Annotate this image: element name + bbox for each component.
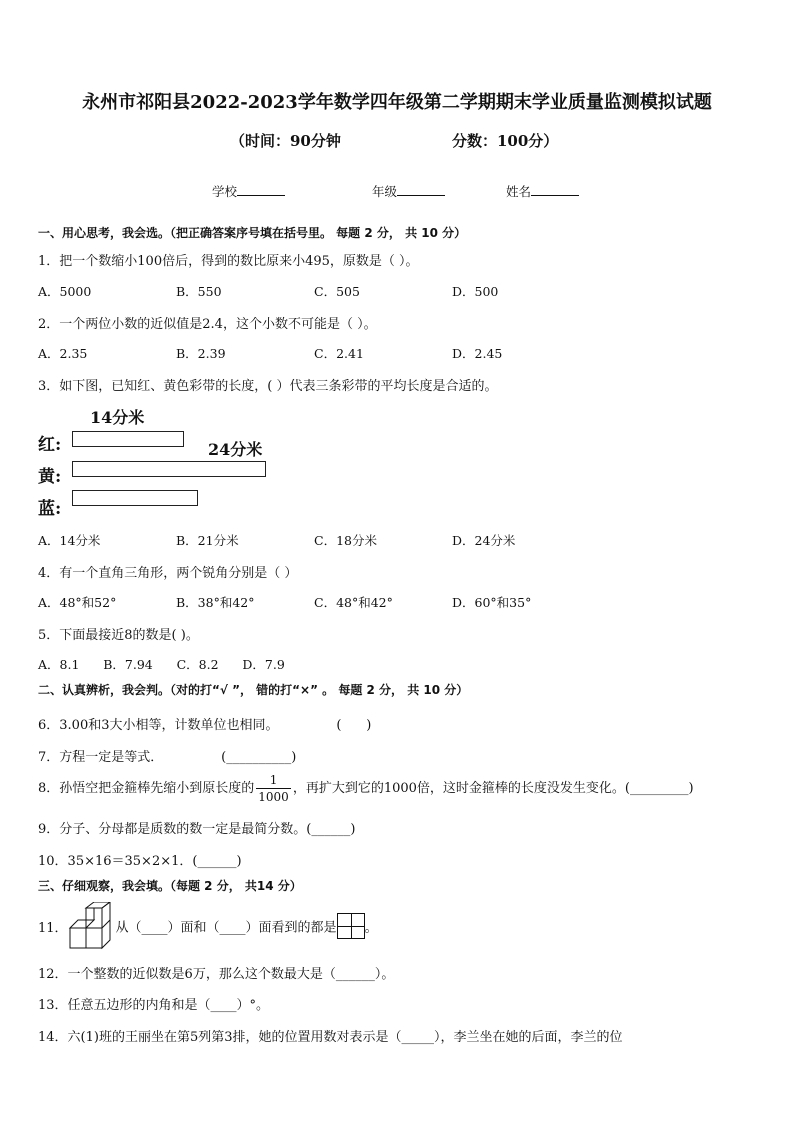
- q4-option-c: C．48°和42°: [314, 595, 393, 610]
- q3-option-a: A．14分米: [38, 533, 101, 548]
- yellow-length-label: 24分米: [208, 440, 263, 459]
- q2-option-a: A．2.35: [38, 346, 88, 361]
- exam-time: （时间：90分钟: [230, 132, 341, 150]
- school-label: 学校: [212, 184, 238, 199]
- q5-options: A．8.1 B．7.94 C．8.2 D．7.9: [38, 657, 285, 672]
- red-ribbon-label: 红:: [38, 435, 62, 455]
- yellow-ribbon-label: 黄:: [38, 467, 62, 487]
- question-13: 13．任意五边形的内角和是（____）°。: [38, 998, 270, 1013]
- question-9: 9．分子、分母都是质数的数一定是最简分数。(______): [38, 822, 356, 837]
- school-field: [212, 182, 285, 200]
- q1-option-c: C．505: [314, 284, 360, 299]
- cube-stack-icon: [68, 902, 116, 950]
- q4-option-b: B．38°和42°: [176, 595, 255, 610]
- q8-fraction: [256, 772, 291, 805]
- q8-prefix: 8．孙悟空把金箍棒先缩小到原长度的: [38, 781, 255, 796]
- section-3-heading: 三、仔细观察，我会填。（每题 2 分， 共14 分）: [38, 879, 302, 893]
- section-2-heading: 二、认真辨析，我会判。（对的打“√ ”， 错的打“×” 。 每题 2 分， 共 10 分）: [38, 683, 469, 697]
- question-12: 12．一个整数的近似数是6万，那么这个数最大是（______）。: [38, 967, 395, 982]
- exam-score: 分数：100分）: [452, 132, 559, 150]
- view-grid-icon: [337, 913, 365, 939]
- question-5: 5．下面最接近8的数是( )。: [38, 628, 199, 643]
- question-8: [38, 772, 694, 805]
- name-field: [506, 182, 579, 200]
- question-6: 6．3.00和3大小相等，计数单位也相同。 ( ): [38, 718, 372, 733]
- q2-option-b: B．2.39: [176, 346, 226, 361]
- question-11: [38, 902, 378, 950]
- question-2: 2．一个两位小数的近似值是2.4，这个小数不可能是（ ）。: [38, 317, 377, 332]
- question-14: 14．六(1)班的王丽坐在第5列第3排，她的位置用数对表示是（_____），李兰坐在她的后面，李兰的位: [38, 1030, 623, 1045]
- grade-label: 年级: [372, 184, 398, 199]
- grade-field: [372, 182, 445, 200]
- blue-ribbon-bar: [72, 490, 198, 506]
- section-1-heading: 一、用心思考，我会选。（把正确答案序号填在括号里。 每题 2 分， 共 10 分）: [38, 226, 467, 240]
- question-7: 7．方程一定是等式． (__________): [38, 750, 297, 765]
- q8-numerator: 1: [256, 772, 291, 789]
- grade-blank[interactable]: [397, 183, 445, 196]
- q3-option-c: C．18分米: [314, 533, 377, 548]
- question-10: 10．35×16＝35×2×1．(______): [38, 854, 242, 869]
- q1-option-d: D．500: [452, 284, 499, 299]
- question-1: 1．把一个数缩小100倍后，得到的数比原来小495，原数是（ ）。: [38, 254, 419, 269]
- question-4: 4．有一个直角三角形，两个锐角分别是（ ）: [38, 566, 298, 581]
- yellow-ribbon-bar: [72, 461, 266, 477]
- q4-option-a: A．48°和52°: [38, 595, 117, 610]
- name-label: 姓名: [506, 184, 532, 199]
- q1-option-b: B．550: [176, 284, 222, 299]
- q11-end: 。: [364, 920, 378, 936]
- q3-option-b: B．21分米: [176, 533, 239, 548]
- q2-option-d: D．2.45: [452, 346, 503, 361]
- name-blank[interactable]: [531, 183, 579, 196]
- school-blank[interactable]: [237, 183, 285, 196]
- q3-option-d: D．24分米: [452, 533, 516, 548]
- blue-ribbon-label: 蓝:: [38, 499, 62, 519]
- q4-option-d: D．60°和35°: [452, 595, 532, 610]
- q8-suffix: ，再扩大到它的1000倍，这时金箍棒的长度没发生变化。(_________): [292, 781, 694, 796]
- q2-option-c: C．2.41: [314, 346, 364, 361]
- q11-number: 11．: [38, 920, 68, 936]
- question-3: 3．如下图，已知红、黄色彩带的长度，( ）代表三条彩带的平均长度是合适的。: [38, 379, 498, 394]
- red-ribbon-bar: [72, 431, 184, 447]
- q1-option-a: A．5000: [38, 284, 92, 299]
- q8-denominator: 1000: [258, 790, 289, 804]
- page-title: 永州市祁阳县2022-2023学年数学四年级第二学期期末学业质量监测模拟试题: [82, 92, 712, 113]
- red-length-label: 14分米: [90, 408, 145, 427]
- q11-text: 从（____）面和（____）面看到的都是: [115, 920, 337, 936]
